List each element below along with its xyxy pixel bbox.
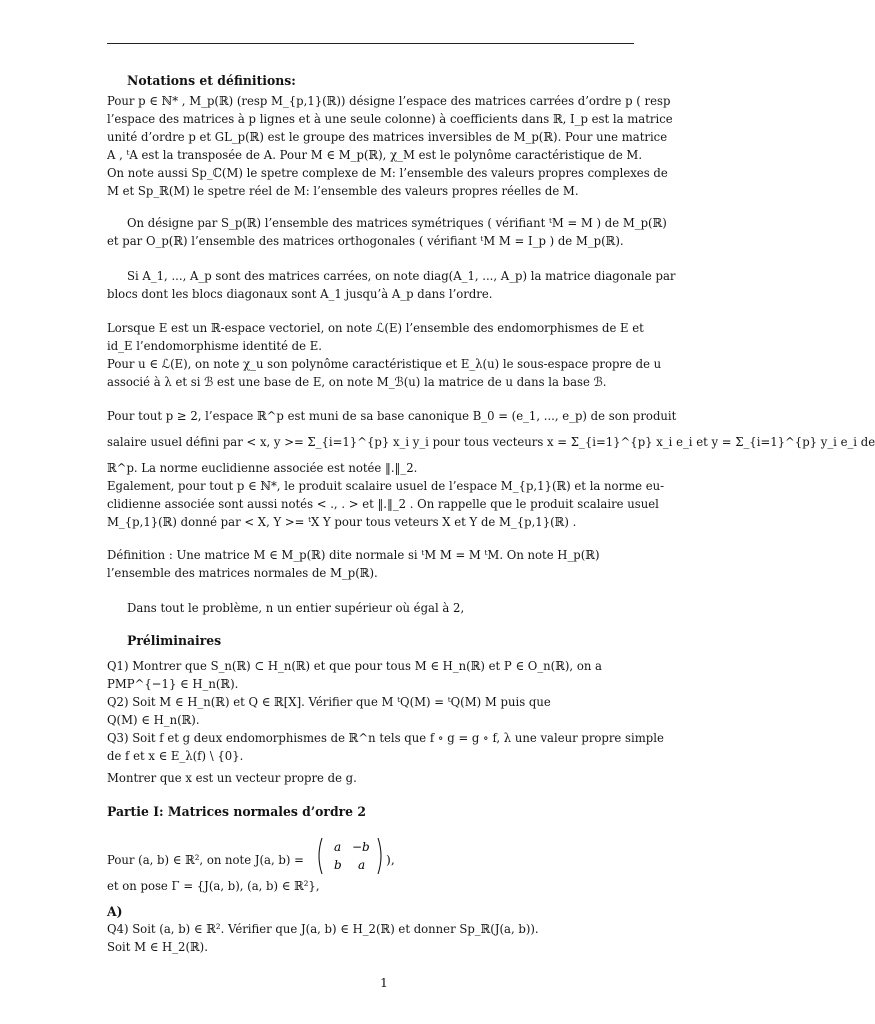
text-line: unité d’ordre p et GL_p(ℝ) est le groupe des matrices inversibles de M_p(ℝ). Pour une matrice [107, 129, 668, 144]
text-line: M_{p,1}(ℝ) donné par < X, Y >= ᵗX Y pour tous veteurs X et Y de M_{p,1}(ℝ) . [107, 514, 577, 529]
text-line: Q1) Montrer que S_n(ℝ) ⊂ H_n(ℝ) et que pour tous M ∈ H_n(ℝ) et P ∈ O_n(ℝ), on a [107, 658, 602, 673]
matrix-close: ), [386, 852, 395, 867]
matrix-cell: −b [352, 840, 370, 854]
text-line: Pour (a, b) ∈ ℝ², on note J(a, b) = [107, 852, 304, 867]
text-line: salaire usuel défini par < x, y >= Σ_{i=1}^{p} x_i y_i pour tous vecteurs x = Σ_{i=1}^{p} x_i e_i et y = Σ_{i=1}^{p} y_i e_i de [107, 434, 875, 449]
text-line: Pour tout p ≥ 2, l’espace ℝ^p est muni de sa base canonique B_0 = (e_1, ..., e_p) de son produit [107, 408, 677, 423]
text-line: Q3) Soit f et g deux endomorphismes de ℝ^n tels que f ∘ g = g ∘ f, λ une valeur propre simple [107, 730, 664, 745]
text-line: A , ᵗA est la transposée de A. Pour M ∈ M_p(ℝ), χ_M est le polynôme caractéristique de M. [107, 147, 643, 162]
text-line: Soit M ∈ H_2(ℝ). [107, 939, 208, 954]
text-line: Lorsque E est un ℝ-espace vectoriel, on note ℒ(E) l’ensemble des endomorphismes de E et [107, 320, 644, 335]
text-line: clidienne associée sont aussi notés < ., . > et ‖.‖_2 . On rappelle que le produit scalaire usuel [107, 496, 659, 511]
page-number: 1 [380, 975, 388, 990]
text-line: ℝ^p. La norme euclidienne associée est notée ‖.‖_2. [107, 460, 418, 475]
text-line: Partie I: Matrices normales d’ordre 2 [107, 805, 366, 820]
matrix-cell: b [334, 858, 342, 872]
text-line: Egalement, pour tout p ∈ ℕ*, le produit scalaire usuel de l’espace M_{p,1}(ℝ) et la norme eu- [107, 478, 665, 493]
text-line: PMP^{−1} ∈ H_n(ℝ). [107, 676, 239, 691]
matrix-cell: a [358, 858, 366, 872]
text-line: On désigne par S_p(ℝ) l’ensemble des matrices symétriques ( vérifiant ᵗM = M ) de M_p(ℝ) [127, 215, 667, 230]
matrix-cell: a [334, 840, 342, 854]
text-line: et on pose Γ = {J(a, b), (a, b) ∈ ℝ²}, [107, 878, 320, 893]
header-rule [107, 43, 634, 44]
text-line: Montrer que x est un vecteur propre de g. [107, 770, 357, 785]
text-line: Pour u ∈ ℒ(E), on note χ_u son polynôme caractéristique et E_λ(u) le sous-espace propre de u [107, 356, 662, 371]
text-line: Dans tout le problème, n un entier supérieur où égal à 2, [127, 600, 465, 615]
text-line: l’ensemble des matrices normales de M_p(ℝ). [107, 565, 378, 580]
text-line: de f et x ∈ E_λ(f) \ {0}. [107, 748, 244, 763]
text-line: associé à λ et si ℬ est une base de E, on note M_ℬ(u) la matrice de u dans la base ℬ. [107, 374, 607, 389]
text-line: Si A_1, ..., A_p sont des matrices carrées, on note diag(A_1, ..., A_p) la matrice diagonale par [127, 268, 676, 283]
text-line: Préliminaires [127, 634, 222, 649]
matrix-J [316, 836, 390, 876]
text-line: Notations et définitions: [127, 74, 296, 89]
text-line: id_E l’endomorphisme identité de E. [107, 338, 322, 353]
text-line: et par O_p(ℝ) l’ensemble des matrices orthogonales ( vérifiant ᵗM M = I_p ) de M_p(ℝ). [107, 233, 624, 248]
text-line: On note aussi Sp_ℂ(M) le spetre complexe de M: l’ensemble des valeurs propres complexes de [107, 165, 668, 180]
text-line: Définition : Une matrice M ∈ M_p(ℝ) dite normale si ᵗM M = M ᵗM. On note H_p(ℝ) [107, 547, 600, 562]
text-line: Q(M) ∈ H_n(ℝ). [107, 712, 200, 727]
text-line: M et Sp_ℝ(M) le spetre réel de M: l’ensemble des valeurs propres réelles de M. [107, 183, 579, 198]
text-line: Pour p ∈ ℕ* , M_p(ℝ) (resp M_{p,1}(ℝ)) désigne l’espace des matrices carrées d’ordre p ( resp [107, 93, 671, 108]
text-line: blocs dont les blocs diagonaux sont A_1 jusqu’à A_p dans l’ordre. [107, 286, 493, 301]
text-line: A) [107, 905, 123, 920]
text-line: Q2) Soit M ∈ H_n(ℝ) et Q ∈ ℝ[X]. Vérifier que M ᵗQ(M) = ᵗQ(M) M puis que [107, 694, 551, 709]
text-line: Q4) Soit (a, b) ∈ ℝ². Vérifier que J(a, b) ∈ H_2(ℝ) et donner Sp_ℝ(J(a, b)). [107, 921, 539, 936]
text-line: l’espace des matrices à p lignes et à une seule colonne) à coefficients dans ℝ, I_p est la matrice [107, 111, 673, 126]
